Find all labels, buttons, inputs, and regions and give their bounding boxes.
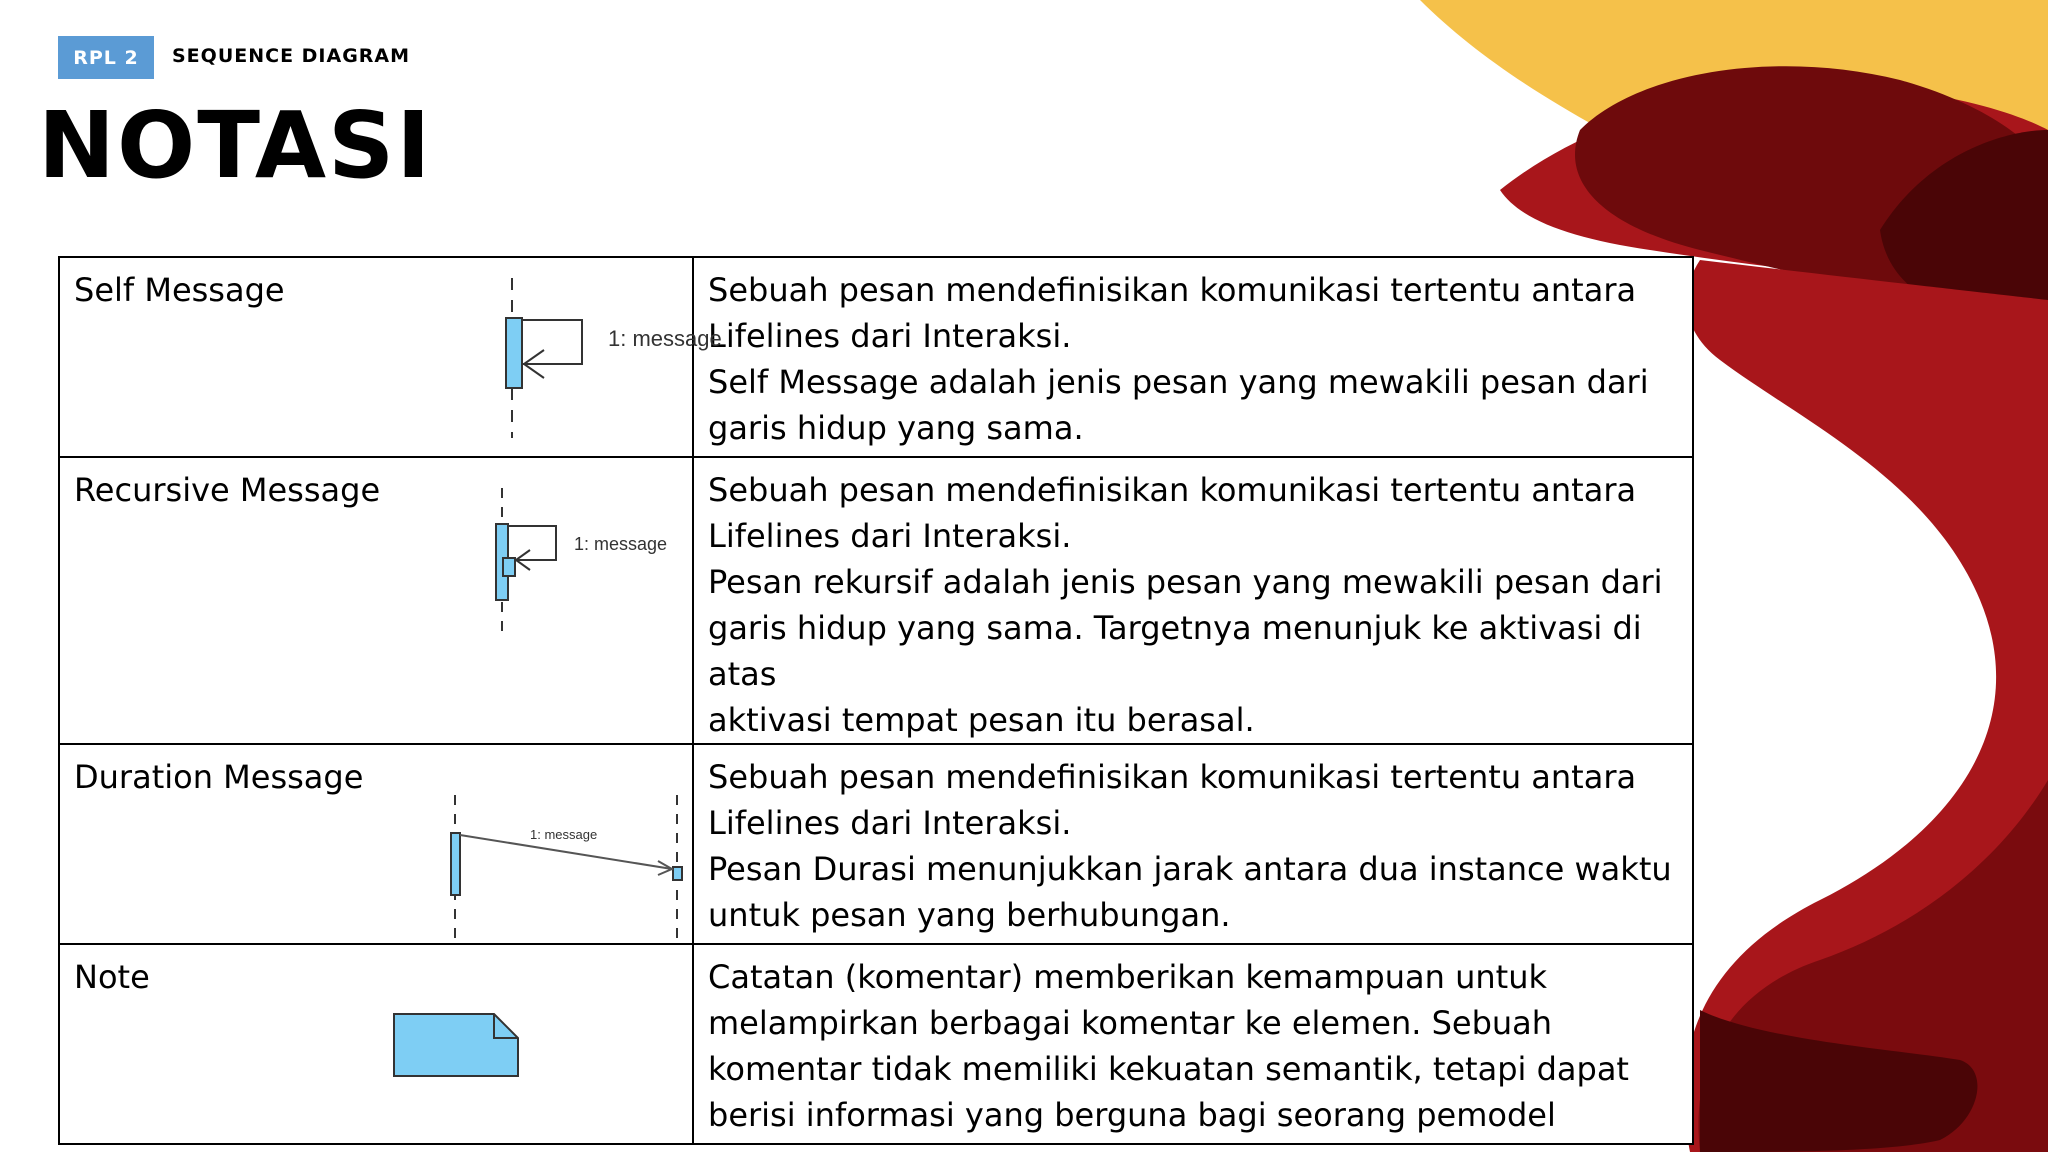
section-label: SEQUENCE DIAGRAM <box>172 45 411 67</box>
table-row <box>59 257 1693 457</box>
description-line: garis hidup yang sama. Targetnya menunjuk ke aktivasi di atas <box>708 609 1642 693</box>
term-cell <box>59 744 693 944</box>
term-name: Duration Message <box>74 758 364 796</box>
term-cell <box>59 457 693 744</box>
description-line: Lifelines dari Interaksi. <box>708 517 1072 555</box>
description-line: Pesan rekursif adalah jenis pesan yang mewakili pesan dari <box>708 563 1663 601</box>
description-line: garis hidup yang sama. <box>708 409 1084 447</box>
table-row <box>59 944 1693 1144</box>
description-line: untuk pesan yang berhubungan. <box>708 896 1231 934</box>
description-line: Lifelines dari Interaksi. <box>708 317 1072 355</box>
description-cell <box>693 744 1693 944</box>
self-message-label: 1: message <box>608 326 722 351</box>
course-badge: RPL 2 <box>58 36 154 79</box>
description-cell <box>693 944 1693 1144</box>
description-line: Catatan (komentar) memberikan kemampuan untuk <box>708 958 1547 996</box>
recursive-message-label: 1: message <box>574 534 668 554</box>
self-message-figure <box>420 278 722 438</box>
term-name: Note <box>74 958 150 996</box>
duration-message-figure <box>380 795 690 940</box>
description-line: Sebuah pesan mendefinisikan komunikasi tertentu antara <box>708 758 1637 796</box>
description-cell <box>693 457 1693 744</box>
description-line: Pesan Durasi menunjukkan jarak antara dua instance waktu <box>708 850 1672 888</box>
notation-table <box>58 256 1694 1145</box>
description-line: Lifelines dari Interaksi. <box>708 804 1072 842</box>
table-row <box>59 744 1693 944</box>
description-line: aktivasi tempat pesan itu berasal. <box>708 701 1255 739</box>
description-cell <box>693 257 1693 457</box>
description-line: Sebuah pesan mendefinisikan komunikasi tertentu antara <box>708 471 1637 509</box>
term-name: Recursive Message <box>74 471 381 509</box>
description-line: Self Message adalah jenis pesan yang mewakili pesan dari <box>708 363 1649 401</box>
description-line: komentar tidak memiliki kekuatan semantik, tetapi dapat <box>708 1050 1629 1088</box>
table-row <box>59 457 1693 744</box>
description-line: melampirkan berbagai komentar ke elemen. Sebuah <box>708 1004 1553 1042</box>
description-line: Sebuah pesan mendefinisikan komunikasi tertentu antara <box>708 271 1637 309</box>
term-cell <box>59 257 722 457</box>
recursive-message-figure <box>420 488 690 648</box>
slide-title: NOTASI <box>38 92 433 199</box>
note-figure <box>390 1010 530 1090</box>
term-cell <box>59 944 693 1144</box>
description-line: berisi informasi yang berguna bagi seorang pemodel <box>708 1096 1556 1134</box>
term-name: Self Message <box>74 271 285 309</box>
duration-message-label: 1: message <box>530 827 598 842</box>
